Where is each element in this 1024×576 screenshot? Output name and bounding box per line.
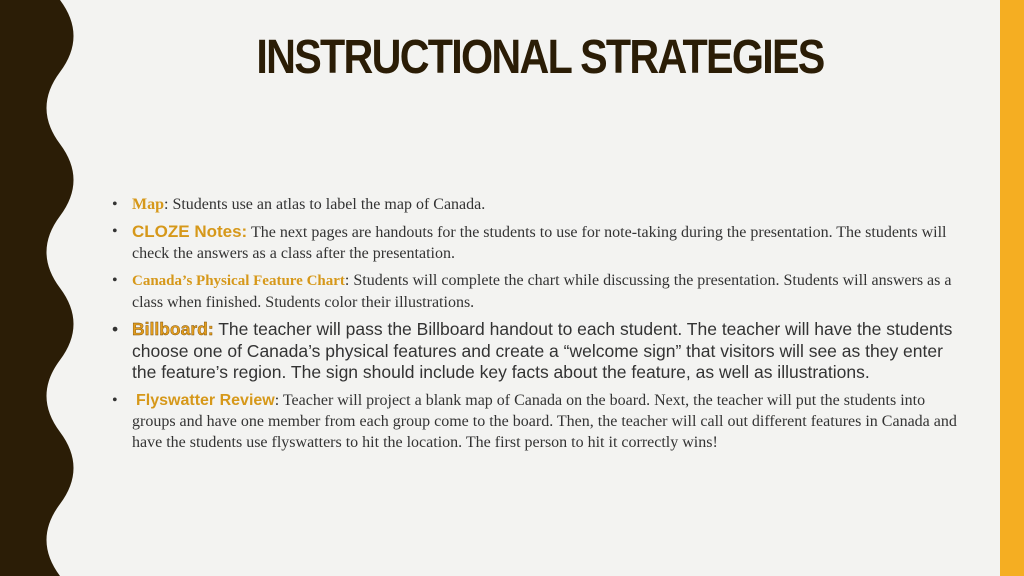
decorative-wave-border bbox=[0, 0, 80, 576]
bullet-text: The next pages are handouts for the students to use for note-taking during the presentation. The students will check the answers as a class after the presentation. bbox=[132, 224, 947, 262]
list-item-map bbox=[112, 194, 957, 215]
list-item-cloze-notes bbox=[112, 221, 957, 264]
bullet-label: Flyswatter Review bbox=[136, 391, 275, 409]
accent-bar bbox=[1000, 0, 1024, 576]
bullet-label: Canada’s Physical Feature Chart bbox=[132, 273, 345, 289]
strategy-list bbox=[112, 194, 957, 459]
bullet-text: The teacher will pass the Billboard handout to each student. The teacher will have the students choose one of Canada’s physical features and create a “welcome sign” that visitors will see as they enter the feature’s region. The sign should include key facts about the feature, as well as illustrations. bbox=[132, 319, 953, 382]
bullet-text: : Students use an atlas to label the map of Canada. bbox=[164, 196, 486, 213]
list-item-flyswatter-review bbox=[112, 390, 957, 453]
bullet-text: : Students will complete the chart while discussing the presentation. Students will answers as a class when finished. Students color their illustrations. bbox=[132, 272, 952, 311]
list-item-billboard bbox=[112, 319, 957, 384]
slide-title: INSTRUCTIONAL STRATEGIES bbox=[256, 31, 824, 84]
bullet-text: : Teacher will project a blank map of Canada on the board. Next, the teacher will put the students into groups and have one member from each group come to the board. Then, the teacher will call out different features in Canada and have the students use flyswatters to hit the location. The first person to hit it correctly wins! bbox=[132, 391, 957, 451]
list-item-physical-feature-chart bbox=[112, 270, 957, 313]
bullet-label: Billboard: bbox=[132, 319, 214, 339]
bullet-label: Map bbox=[132, 196, 164, 213]
bullet-label: CLOZE Notes: bbox=[132, 222, 248, 241]
